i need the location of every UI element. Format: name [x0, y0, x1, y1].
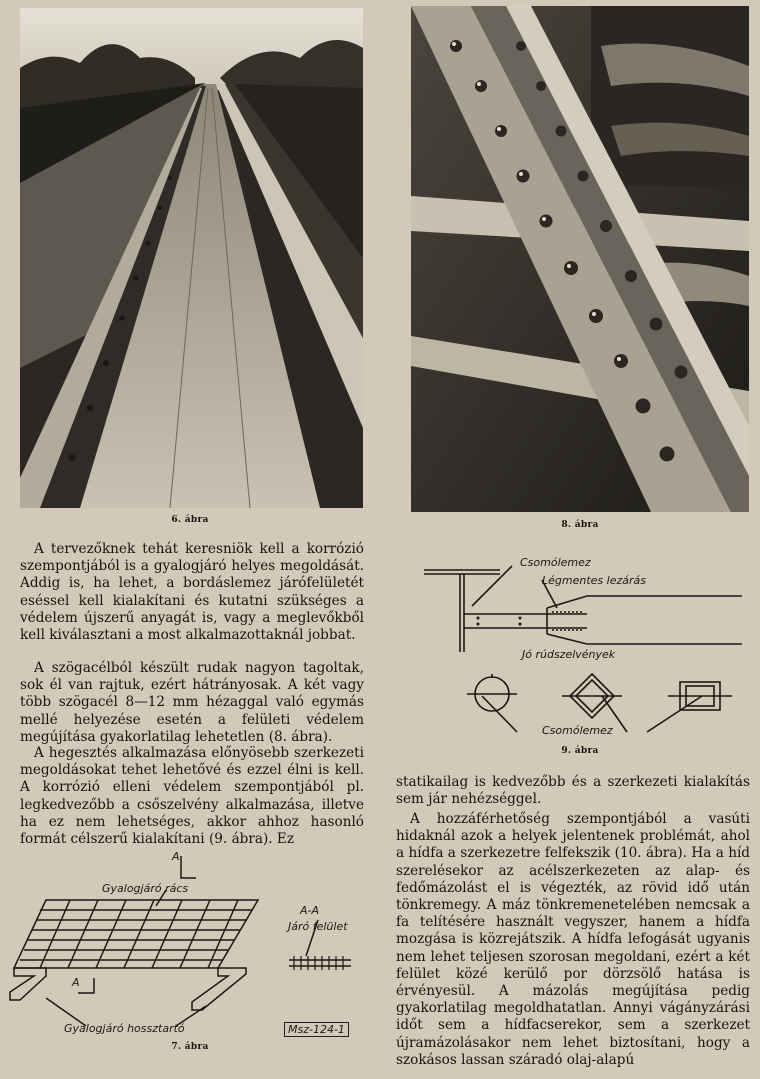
- label-csomolemez-top: Csomólemez: [520, 556, 591, 569]
- figure-7-drawing: [6, 848, 366, 1038]
- figure-7-caption: 7. ábra: [171, 1042, 209, 1052]
- label-jo-rudszelvenyek: Jó rúdszelvények: [522, 648, 616, 661]
- label-csomolemez-bottom: Csomólemez: [542, 724, 613, 737]
- left-paragraph-2: A szögacélból készült rudak nagyon tagoltak, sok él van rajtuk, ezért hátrányosak. A két vagy több szögacél 8—12 mm hézaggal való egymás mellé helyezése esetén a felületi védelem megújítása gyakorlatilag lehetetlen (8. ábra).: [20, 660, 364, 745]
- label-legmentes-lezaras: Légmentes lezárás: [542, 574, 646, 587]
- figure-8-caption: 8. ábra: [561, 520, 599, 530]
- label-section-a-top: A: [172, 850, 180, 863]
- figure-8-photo: [411, 6, 749, 512]
- figure-6-photo: [20, 8, 363, 508]
- figure-9-caption: 9. ábra: [561, 746, 599, 756]
- label-drawing-code: Msz-124-1: [284, 1022, 349, 1037]
- right-paragraph-2: A hozzáférhetőség szempontjából a vasúti hidaknál azok a helyek jelentenek problémát, ahol a hídfa a szerkezetre felfekszik (10. ábra). Ha a híd szerelésekor az acélszerkezeten az alap- és fedőmázolást el is végezték, az rövid idő után tönkremegy. A máz tönkremenetelében nemcsak a fa telítésére használt vegyszer, hanem a hídfa mozgása is közrejátszik. A hídfa lefogását ugyanis nem lehet teljesen szorosan megoldani, ezért a két felület közé kerülő por dörzsölő hatása is érvényesül. A mázolás megújítása pedig gyakorlatilag megoldhatatlan. Annyi vágányzárási időt sem a hídfacserekor, sem a szerkezet újramázolásakor nem lehet biztosítani, hogy a szokásos lassan száradó olaj-alapú: [396, 811, 750, 1068]
- label-jaro-felulet: Járó felület: [288, 920, 348, 933]
- label-section-a-a: A-A: [300, 904, 320, 917]
- right-paragraph-1: statikailag is kedvezőbb és a szerkezeti kialakítás sem jár nehézséggel.: [396, 774, 750, 808]
- label-section-a-bottom: A: [72, 976, 80, 989]
- label-gyalogjaro-hossztarto: Gyalogjáró hossztartó: [64, 1022, 185, 1035]
- figure-9-drawing: [412, 556, 750, 742]
- figure-7-svg: [6, 848, 366, 1038]
- figure-6-caption: 6. ábra: [171, 515, 209, 525]
- label-gyalogjaro-racs: Gyalogjáró rács: [102, 882, 189, 895]
- left-paragraph-1: A tervezőknek tehát keresniök kell a korrózió szempontjából is a gyalogjáró helyes megoldását. Addig is, ha lehet, a bordáslemez járófelületét eséssel kell kialakítani és kutatni szükséges a védelem újszerű anyagát is, vagy a meglevőkből kell kiválasztani a most alkalmazottaknál jobbat.: [20, 541, 364, 644]
- left-paragraph-3: A hegesztés alkalmazása előnyösebb szerkezeti megoldásokat tehet lehetővé és ezzel élni is kell. A korrózió elleni védelem szempontjából pl. legkedvezőbb a csőszelvény alkalmazása, illetve ha ez nem lehetséges, akkor ahhoz hasonló formát célszerű kialakítani (9. ábra). Ez: [20, 745, 364, 848]
